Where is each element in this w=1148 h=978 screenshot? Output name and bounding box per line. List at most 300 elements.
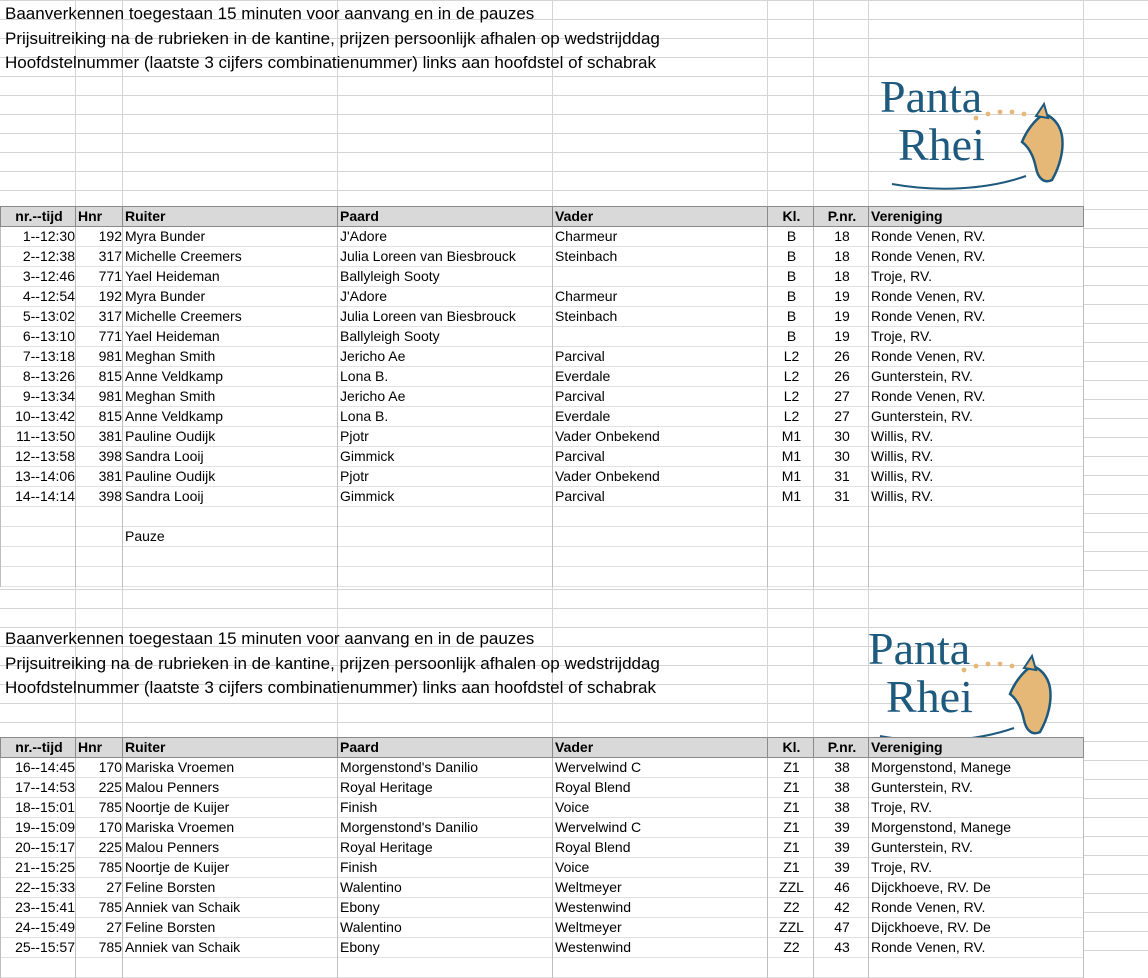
- cell-vader: Weltmeyer: [553, 918, 768, 938]
- cell-paard: [338, 567, 553, 587]
- cell-nr-tijd: 7--13:18: [1, 347, 76, 367]
- cell-vereniging: Willis, RV.: [869, 487, 1084, 507]
- cell-ruiter: Meghan Smith: [123, 347, 338, 367]
- cell-nr-tijd: 16--14:45: [1, 758, 76, 778]
- cell-nr-tijd: 23--15:41: [1, 898, 76, 918]
- cell-nr-tijd: 13--14:06: [1, 467, 76, 487]
- table-header-1: [1, 207, 1084, 227]
- cell-vereniging: Gunterstein, RV.: [869, 838, 1084, 858]
- schedule-table-1: [0, 206, 1084, 587]
- cell-nr-tijd: 25--15:57: [1, 938, 76, 958]
- cell-kl: Z1: [768, 818, 814, 838]
- cell-vereniging: Willis, RV.: [869, 467, 1084, 487]
- cell-ruiter: Feline Borsten: [123, 918, 338, 938]
- cell-pnr: 19: [814, 327, 869, 347]
- cell-ruiter: Sandra Looij: [123, 447, 338, 467]
- cell-paard: Walentino: [338, 878, 553, 898]
- cell-nr-tijd: [1, 507, 76, 527]
- cell-pnr: 30: [814, 427, 869, 447]
- cell-vereniging: Dijckhoeve, RV. De: [869, 878, 1084, 898]
- cell-vader: Steinbach: [553, 247, 768, 267]
- cell-ruiter: Noortje de Kuijer: [123, 798, 338, 818]
- cell-vereniging: [869, 567, 1084, 587]
- cell-vader: [553, 527, 768, 547]
- cell-kl: Z1: [768, 858, 814, 878]
- cell-vereniging: Dijckhoeve, RV. De: [869, 918, 1084, 938]
- table-row: [1, 758, 1084, 778]
- cell-kl: [768, 547, 814, 567]
- cell-vereniging: Troje, RV.: [869, 327, 1084, 347]
- cell-pnr: 43: [814, 938, 869, 958]
- cell-nr-tijd: 3--12:46: [1, 267, 76, 287]
- cell-pnr: 31: [814, 487, 869, 507]
- cell-paard: Pjotr: [338, 427, 553, 447]
- cell-ruiter: Malou Penners: [123, 838, 338, 858]
- cell-ruiter: Meghan Smith: [123, 387, 338, 407]
- note-prijsuitreiking: Prijsuitreiking na de rubrieken in de kantine, prijzen persoonlijk afhalen op wedstrijddag: [5, 653, 660, 673]
- cell-paard: J'Adore: [338, 227, 553, 247]
- cell-nr-tijd: 20--15:17: [1, 838, 76, 858]
- cell-vereniging: Ronde Venen, RV.: [869, 347, 1084, 367]
- cell-ruiter: [123, 547, 338, 567]
- cell-kl: ZZL: [768, 918, 814, 938]
- cell-hnr: 981: [76, 387, 123, 407]
- cell-pnr: 42: [814, 898, 869, 918]
- cell-vereniging: Ronde Venen, RV.: [869, 307, 1084, 327]
- cell-nr-tijd: 19--15:09: [1, 818, 76, 838]
- cell-kl: B: [768, 307, 814, 327]
- cell-kl: L2: [768, 407, 814, 427]
- cell-ruiter: [123, 958, 338, 978]
- cell-hnr: 381: [76, 467, 123, 487]
- cell-paard: Lona B.: [338, 367, 553, 387]
- table-row: [1, 327, 1084, 347]
- logo-text-rhei: Rhei: [886, 671, 973, 722]
- table-body-1: [1, 227, 1084, 587]
- cell-paard: Finish: [338, 798, 553, 818]
- cell-hnr: 398: [76, 487, 123, 507]
- cell-vereniging: Morgenstond, Manege: [869, 758, 1084, 778]
- cell-hnr: 785: [76, 898, 123, 918]
- table-row: [1, 938, 1084, 958]
- header-kl: Kl.: [768, 738, 814, 758]
- cell-hnr: 192: [76, 287, 123, 307]
- notes-block-2: [5, 627, 660, 701]
- table-row: [1, 287, 1084, 307]
- cell-ruiter: Mariska Vroemen: [123, 818, 338, 838]
- cell-nr-tijd: 6--13:10: [1, 327, 76, 347]
- cell-kl: Z2: [768, 898, 814, 918]
- cell-kl: B: [768, 267, 814, 287]
- cell-kl: [768, 527, 814, 547]
- header-paard: Paard: [338, 207, 553, 227]
- cell-hnr: 815: [76, 407, 123, 427]
- header-vader: Vader: [553, 738, 768, 758]
- table-row: [1, 778, 1084, 798]
- cell-kl: [768, 567, 814, 587]
- cell-vereniging: [869, 527, 1084, 547]
- cell-hnr: [76, 567, 123, 587]
- cell-hnr: 785: [76, 798, 123, 818]
- grid-row-line: [0, 0, 1148, 1]
- cell-ruiter: Michelle Creemers: [123, 247, 338, 267]
- cell-ruiter: Pauze: [123, 527, 338, 547]
- cell-vereniging: Willis, RV.: [869, 427, 1084, 447]
- cell-vereniging: Ronde Venen, RV.: [869, 227, 1084, 247]
- cell-paard: Ebony: [338, 898, 553, 918]
- cell-vader: Parcival: [553, 347, 768, 367]
- cell-ruiter: [123, 507, 338, 527]
- cell-vader: Westenwind: [553, 898, 768, 918]
- cell-paard: [338, 527, 553, 547]
- cell-paard: Morgenstond's Danilio: [338, 758, 553, 778]
- note-baanverkennen: Baanverkennen toegestaan 15 minuten voor aanvang en in de pauzes: [5, 4, 535, 23]
- header-kl: Kl.: [768, 207, 814, 227]
- cell-paard: Jericho Ae: [338, 387, 553, 407]
- table-row: [1, 367, 1084, 387]
- cell-hnr: [76, 507, 123, 527]
- cell-ruiter: Anne Veldkamp: [123, 407, 338, 427]
- cell-paard: Lona B.: [338, 407, 553, 427]
- cell-pnr: 31: [814, 467, 869, 487]
- cell-pnr: [814, 958, 869, 978]
- notes-block-1: [5, 2, 660, 76]
- cell-pnr: 38: [814, 778, 869, 798]
- cell-vader: Parcival: [553, 447, 768, 467]
- header-pnr: P.nr.: [814, 207, 869, 227]
- cell-hnr: [76, 958, 123, 978]
- header-hnr: Hnr: [76, 738, 123, 758]
- table-row: [1, 858, 1084, 878]
- cell-pnr: 38: [814, 758, 869, 778]
- cell-paard: [338, 507, 553, 527]
- cell-kl: M1: [768, 447, 814, 467]
- cell-ruiter: Yael Heideman: [123, 327, 338, 347]
- logo-text-panta: Panta: [880, 71, 983, 122]
- cell-vader: Weltmeyer: [553, 878, 768, 898]
- cell-kl: [768, 507, 814, 527]
- cell-vader: Royal Blend: [553, 838, 768, 858]
- cell-vereniging: Ronde Venen, RV.: [869, 287, 1084, 307]
- note-hoofdstelnummer: Hoofdstelnummer (laatste 3 cijfers combinatienummer) links aan hoofdstel of schabrak: [5, 53, 657, 72]
- note-prijsuitreiking: Prijsuitreiking na de rubrieken in de kantine, prijzen persoonlijk afhalen op wedstrijddag: [5, 28, 660, 48]
- header-ruiter: Ruiter: [123, 207, 338, 227]
- cell-ruiter: Mariska Vroemen: [123, 758, 338, 778]
- header-pnr: P.nr.: [814, 738, 869, 758]
- cell-pnr: 18: [814, 267, 869, 287]
- table-row: [1, 247, 1084, 267]
- cell-hnr: 27: [76, 918, 123, 938]
- cell-pnr: 30: [814, 447, 869, 467]
- cell-kl: B: [768, 227, 814, 247]
- cell-hnr: 785: [76, 858, 123, 878]
- grid-row-line: [0, 589, 1148, 590]
- table-row: [1, 838, 1084, 858]
- cell-vereniging: Morgenstond, Manege: [869, 818, 1084, 838]
- cell-vereniging: Ronde Venen, RV.: [869, 247, 1084, 267]
- cell-ruiter: Anniek van Schaik: [123, 938, 338, 958]
- cell-kl: L2: [768, 387, 814, 407]
- cell-ruiter: Anne Veldkamp: [123, 367, 338, 387]
- cell-vereniging: Ronde Venen, RV.: [869, 938, 1084, 958]
- cell-pnr: 38: [814, 798, 869, 818]
- cell-vader: Charmeur: [553, 227, 768, 247]
- cell-paard: [338, 958, 553, 978]
- cell-vader: Voice: [553, 798, 768, 818]
- cell-nr-tijd: 24--15:49: [1, 918, 76, 938]
- cell-paard: Gimmick: [338, 447, 553, 467]
- header-vader: Vader: [553, 207, 768, 227]
- header-hnr: Hnr: [76, 207, 123, 227]
- cell-vader: Wervelwind C: [553, 818, 768, 838]
- cell-hnr: 27: [76, 878, 123, 898]
- table-row: [1, 567, 1084, 587]
- table-row: [1, 467, 1084, 487]
- cell-ruiter: Myra Bunder: [123, 227, 338, 247]
- cell-pnr: [814, 507, 869, 527]
- cell-vereniging: Willis, RV.: [869, 447, 1084, 467]
- cell-ruiter: Sandra Looij: [123, 487, 338, 507]
- cell-ruiter: Pauline Oudijk: [123, 427, 338, 447]
- cell-kl: Z1: [768, 838, 814, 858]
- cell-paard: Royal Heritage: [338, 778, 553, 798]
- cell-nr-tijd: 22--15:33: [1, 878, 76, 898]
- table-row: [1, 527, 1084, 547]
- cell-nr-tijd: 17--14:53: [1, 778, 76, 798]
- cell-hnr: 785: [76, 938, 123, 958]
- cell-ruiter: Feline Borsten: [123, 878, 338, 898]
- cell-pnr: 27: [814, 387, 869, 407]
- header-vereniging: Vereniging: [869, 207, 1084, 227]
- cell-pnr: 27: [814, 407, 869, 427]
- cell-vader: Charmeur: [553, 287, 768, 307]
- header-vereniging: Vereniging: [869, 738, 1084, 758]
- cell-vader: Wervelwind C: [553, 758, 768, 778]
- cell-vader: Voice: [553, 858, 768, 878]
- cell-hnr: 170: [76, 818, 123, 838]
- cell-vereniging: [869, 958, 1084, 978]
- table-row: [1, 407, 1084, 427]
- cell-hnr: [76, 527, 123, 547]
- table-row: [1, 818, 1084, 838]
- cell-paard: Finish: [338, 858, 553, 878]
- cell-ruiter: Yael Heideman: [123, 267, 338, 287]
- cell-kl: L2: [768, 347, 814, 367]
- cell-kl: L2: [768, 367, 814, 387]
- cell-vader: Parcival: [553, 487, 768, 507]
- grid-row-line: [0, 608, 1148, 609]
- cell-paard: Ebony: [338, 938, 553, 958]
- table-row: [1, 307, 1084, 327]
- cell-paard: [338, 547, 553, 567]
- cell-nr-tijd: 10--13:42: [1, 407, 76, 427]
- cell-nr-tijd: [1, 567, 76, 587]
- cell-kl: M1: [768, 467, 814, 487]
- cell-vereniging: Troje, RV.: [869, 798, 1084, 818]
- cell-ruiter: Malou Penners: [123, 778, 338, 798]
- cell-hnr: [76, 547, 123, 567]
- cell-vader: Royal Blend: [553, 778, 768, 798]
- cell-kl: B: [768, 327, 814, 347]
- cell-pnr: 39: [814, 838, 869, 858]
- cell-pnr: [814, 567, 869, 587]
- cell-vader: Parcival: [553, 387, 768, 407]
- cell-paard: Jericho Ae: [338, 347, 553, 367]
- cell-nr-tijd: 12--13:58: [1, 447, 76, 467]
- header-ruiter: Ruiter: [123, 738, 338, 758]
- cell-vader: [553, 567, 768, 587]
- cell-pnr: 18: [814, 247, 869, 267]
- cell-paard: Morgenstond's Danilio: [338, 818, 553, 838]
- cell-paard: Julia Loreen van Biesbrouck: [338, 247, 553, 267]
- cell-vader: Steinbach: [553, 307, 768, 327]
- cell-nr-tijd: [1, 547, 76, 567]
- cell-vereniging: Ronde Venen, RV.: [869, 387, 1084, 407]
- cell-pnr: 18: [814, 227, 869, 247]
- cell-vader: Vader Onbekend: [553, 467, 768, 487]
- cell-nr-tijd: 2--12:38: [1, 247, 76, 267]
- logo-text-rhei: Rhei: [898, 119, 985, 170]
- cell-hnr: 815: [76, 367, 123, 387]
- cell-pnr: 39: [814, 858, 869, 878]
- cell-hnr: 317: [76, 307, 123, 327]
- cell-vereniging: Gunterstein, RV.: [869, 367, 1084, 387]
- cell-nr-tijd: 5--13:02: [1, 307, 76, 327]
- table-row: [1, 958, 1084, 978]
- cell-pnr: [814, 527, 869, 547]
- cell-paard: Gimmick: [338, 487, 553, 507]
- cell-ruiter: Myra Bunder: [123, 287, 338, 307]
- cell-vereniging: Ronde Venen, RV.: [869, 898, 1084, 918]
- note-baanverkennen: Baanverkennen toegestaan 15 minuten voor aanvang en in de pauzes: [5, 629, 535, 648]
- cell-vereniging: Gunterstein, RV.: [869, 407, 1084, 427]
- cell-paard: Ballyleigh Sooty: [338, 267, 553, 287]
- cell-hnr: 771: [76, 267, 123, 287]
- cell-vader: Vader Onbekend: [553, 427, 768, 447]
- table-row: [1, 878, 1084, 898]
- cell-vader: [553, 958, 768, 978]
- cell-pnr: 39: [814, 818, 869, 838]
- table-row: [1, 427, 1084, 447]
- panta-rhei-logo: [876, 66, 1066, 192]
- cell-kl: ZZL: [768, 878, 814, 898]
- panta-rhei-logo: [864, 622, 1054, 744]
- cell-vereniging: Gunterstein, RV.: [869, 778, 1084, 798]
- cell-nr-tijd: 8--13:26: [1, 367, 76, 387]
- logo-text-panta: Panta: [868, 623, 971, 674]
- cell-vereniging: Troje, RV.: [869, 858, 1084, 878]
- cell-nr-tijd: 14--14:14: [1, 487, 76, 507]
- cell-kl: M1: [768, 487, 814, 507]
- schedule-table-2: [0, 737, 1084, 978]
- cell-paard: Julia Loreen van Biesbrouck: [338, 307, 553, 327]
- table-body-2: [1, 758, 1084, 978]
- table-row: [1, 487, 1084, 507]
- table-header-2: [1, 738, 1084, 758]
- cell-kl: Z2: [768, 938, 814, 958]
- cell-hnr: 225: [76, 838, 123, 858]
- cell-pnr: 26: [814, 367, 869, 387]
- cell-nr-tijd: 18--15:01: [1, 798, 76, 818]
- table-row: [1, 227, 1084, 247]
- cell-paard: Royal Heritage: [338, 838, 553, 858]
- table-row: [1, 547, 1084, 567]
- cell-pnr: 19: [814, 307, 869, 327]
- cell-hnr: 398: [76, 447, 123, 467]
- cell-vader: [553, 267, 768, 287]
- cell-vader: Westenwind: [553, 938, 768, 958]
- cell-vader: Everdale: [553, 367, 768, 387]
- cell-hnr: 317: [76, 247, 123, 267]
- cell-nr-tijd: 1--12:30: [1, 227, 76, 247]
- cell-vereniging: [869, 547, 1084, 567]
- cell-pnr: 46: [814, 878, 869, 898]
- cell-vader: Everdale: [553, 407, 768, 427]
- cell-nr-tijd: 4--12:54: [1, 287, 76, 307]
- cell-vader: [553, 507, 768, 527]
- cell-kl: Z1: [768, 778, 814, 798]
- note-hoofdstelnummer: Hoofdstelnummer (laatste 3 cijfers combinatienummer) links aan hoofdstel of schabrak: [5, 678, 657, 697]
- cell-pnr: 47: [814, 918, 869, 938]
- table-row: [1, 387, 1084, 407]
- cell-ruiter: Anniek van Schaik: [123, 898, 338, 918]
- header-paard: Paard: [338, 738, 553, 758]
- table-row: [1, 898, 1084, 918]
- cell-paard: Walentino: [338, 918, 553, 938]
- cell-ruiter: Michelle Creemers: [123, 307, 338, 327]
- cell-vader: [553, 547, 768, 567]
- table-row: [1, 267, 1084, 287]
- cell-paard: Ballyleigh Sooty: [338, 327, 553, 347]
- cell-kl: M1: [768, 427, 814, 447]
- cell-hnr: 771: [76, 327, 123, 347]
- table-row: [1, 918, 1084, 938]
- cell-kl: B: [768, 287, 814, 307]
- cell-vereniging: [869, 507, 1084, 527]
- cell-kl: Z1: [768, 798, 814, 818]
- cell-vereniging: Troje, RV.: [869, 267, 1084, 287]
- table-row: [1, 798, 1084, 818]
- cell-hnr: 170: [76, 758, 123, 778]
- cell-hnr: 381: [76, 427, 123, 447]
- cell-paard: J'Adore: [338, 287, 553, 307]
- cell-pnr: 26: [814, 347, 869, 367]
- cell-nr-tijd: 11--13:50: [1, 427, 76, 447]
- cell-nr-tijd: [1, 958, 76, 978]
- cell-kl: B: [768, 247, 814, 267]
- cell-ruiter: [123, 567, 338, 587]
- header-nr-tijd: nr.--tijd: [1, 207, 76, 227]
- cell-hnr: 225: [76, 778, 123, 798]
- cell-nr-tijd: 21--15:25: [1, 858, 76, 878]
- cell-kl: [768, 958, 814, 978]
- cell-paard: Pjotr: [338, 467, 553, 487]
- cell-hnr: 192: [76, 227, 123, 247]
- cell-kl: Z1: [768, 758, 814, 778]
- cell-nr-tijd: 9--13:34: [1, 387, 76, 407]
- table-row: [1, 447, 1084, 467]
- header-nr-tijd: nr.--tijd: [1, 738, 76, 758]
- cell-vader: [553, 327, 768, 347]
- cell-ruiter: Pauline Oudijk: [123, 467, 338, 487]
- table-row: [1, 507, 1084, 527]
- cell-hnr: 981: [76, 347, 123, 367]
- cell-pnr: 19: [814, 287, 869, 307]
- cell-pnr: [814, 547, 869, 567]
- cell-nr-tijd: [1, 527, 76, 547]
- table-row: [1, 347, 1084, 367]
- cell-ruiter: Noortje de Kuijer: [123, 858, 338, 878]
